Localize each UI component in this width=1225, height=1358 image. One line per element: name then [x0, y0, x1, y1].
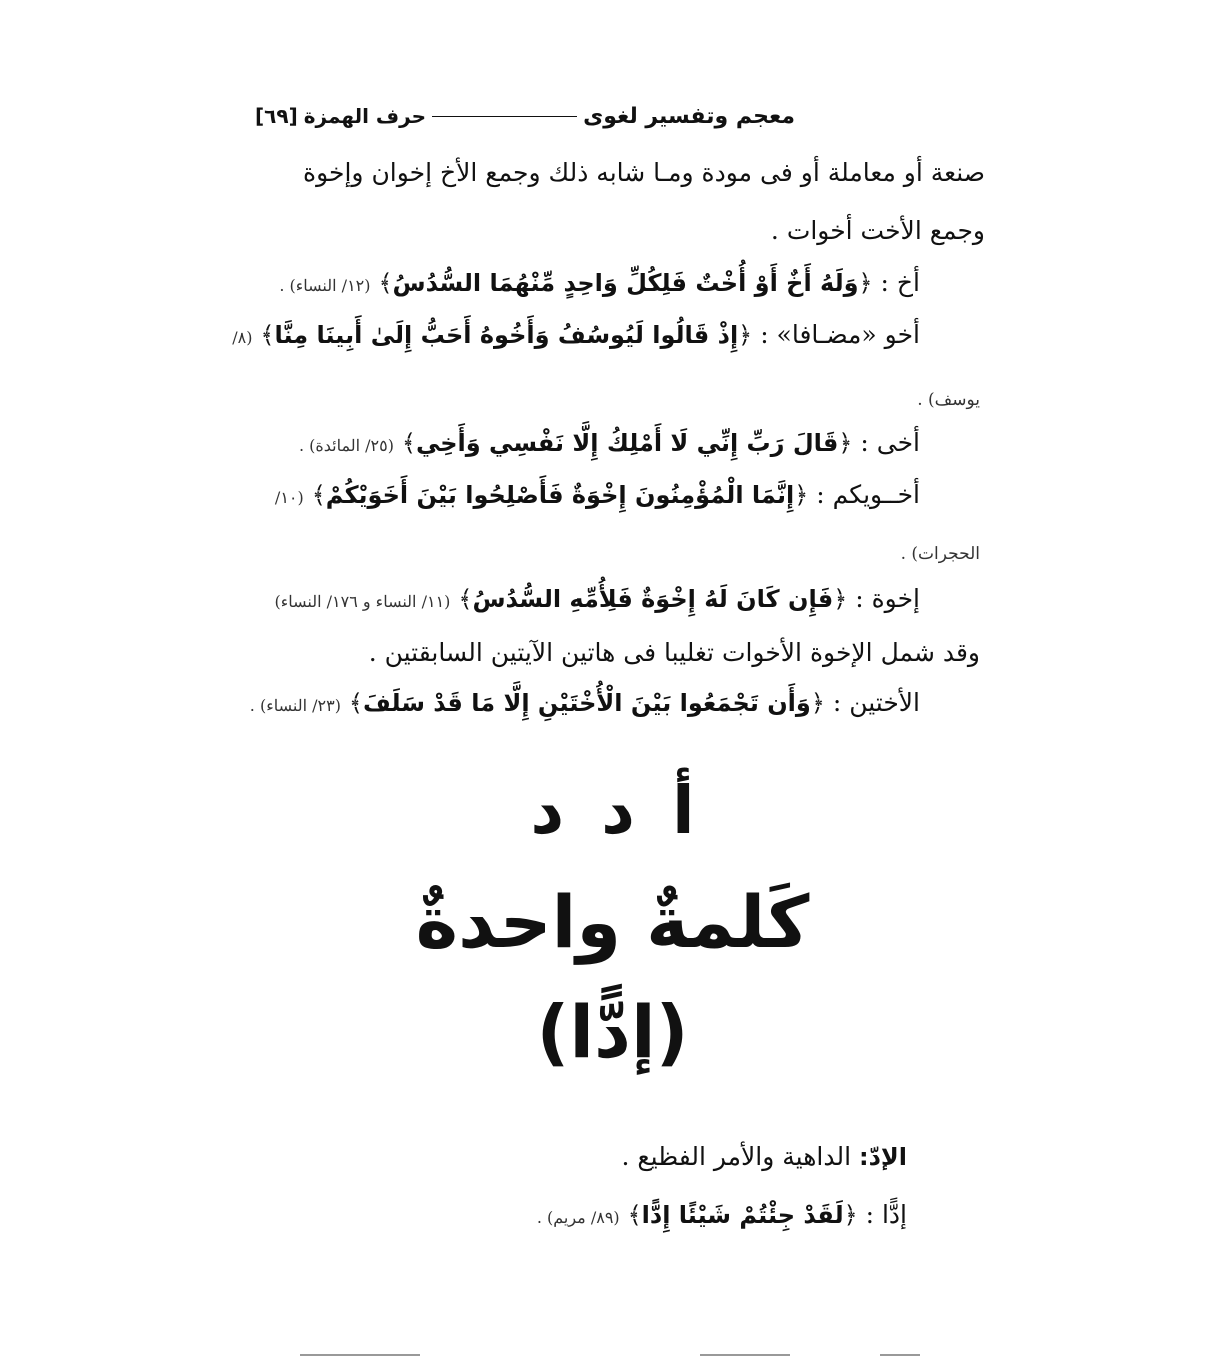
quran-verse: لَقَدْ جِئْتُمْ شَيْئًا إِدًّا	[641, 1201, 844, 1229]
definition-term: الإدّ:	[858, 1143, 907, 1171]
word-count-heading: كَلمةٌ واحدةٌ	[415, 880, 810, 964]
quran-verse: وَأَن تَجْمَعُوا بَيْنَ الْأُخْتَيْنِ إِلَّا مَا قَدْ سَلَفَ	[362, 689, 811, 717]
verse-open-bracket: ﴿	[810, 689, 825, 717]
verse-close-bracket: ﴾	[311, 481, 326, 509]
verse-open-bracket: ﴿	[843, 1201, 858, 1229]
definition-line	[621, 1142, 907, 1172]
entry-akhawaykum	[275, 480, 920, 510]
entry-ikhwa	[274, 584, 920, 614]
entry-label: أخ :	[880, 268, 920, 297]
entry-akhi	[299, 428, 920, 458]
header-rule	[432, 116, 577, 117]
verse-reference: (٨/	[232, 328, 253, 347]
verse-close-bracket: ﴾	[401, 429, 416, 457]
verse-reference: (٢٥/ المائدة) .	[298, 436, 394, 455]
book-title: معجم وتفسير لغوى	[583, 103, 795, 129]
verse-reference: (٢٣/ النساء) .	[249, 696, 341, 715]
quran-verse: إِنَّمَا الْمُؤْمِنُونَ إِخْوَةٌ فَأَصْلِحُوا بَيْنَ أَخَوَيْكُمْ	[325, 481, 795, 509]
quran-verse: فَإِن كَانَ لَهُ إِخْوَةٌ فَلِأُمِّهِ السُّدُسُ	[472, 585, 834, 613]
quran-verse: وَلَهُ أَخٌ أَوْ أُخْتٌ فَلِكُلِّ وَاحِدٍ مِّنْهُمَا السُّدُسُ	[392, 269, 859, 297]
verse-reference: (١٢/ النساء) .	[279, 276, 371, 295]
entry-akhu	[232, 320, 920, 350]
verse-close-bracket: ﴾	[627, 1201, 642, 1229]
root-heading: أ د د	[530, 772, 695, 849]
verse-reference: (٨٩/ مريم) .	[536, 1208, 620, 1227]
entry-iddan	[537, 1200, 907, 1230]
verse-open-bracket: ﴿	[738, 321, 753, 349]
scan-mark	[300, 1354, 420, 1356]
entry-ukhtayn	[250, 688, 920, 718]
verse-close-bracket: ﴾	[348, 689, 363, 717]
verse-close-bracket: ﴾	[378, 269, 393, 297]
entry-label: إدًّا :	[865, 1200, 907, 1229]
verse-open-bracket: ﴿	[858, 269, 873, 297]
verse-open-bracket: ﴿	[838, 429, 853, 457]
verse-close-bracket: ﴾	[260, 321, 275, 349]
scan-mark	[700, 1354, 790, 1356]
quran-verse: قَالَ رَبِّ إِنِّي لَا أَمْلِكُ إِلَّا نَفْسِي وَأَخِي	[415, 429, 839, 457]
quran-verse: إِذْ قَالُوا لَيُوسُفُ وَأَخُوهُ أَحَبُّ إِلَىٰ أَبِينَا مِنَّا	[274, 321, 739, 349]
word-heading: (إدًّا)	[536, 990, 689, 1074]
entry-label: أخــويكم :	[816, 480, 920, 509]
chapter-title: حرف الهمزة	[303, 104, 426, 128]
entry-label: إخوة :	[855, 584, 920, 613]
entry-label: أخو «مضـافا» :	[760, 320, 920, 349]
verse-open-bracket: ﴿	[833, 585, 848, 613]
verse-reference: (١١/ النساء و ١٧٦/ النساء)	[274, 592, 451, 611]
entry-akh	[279, 268, 920, 298]
text-line-2: وجمع الأخت أخوات .	[770, 216, 985, 245]
entry-label: الأختين :	[832, 688, 920, 717]
page-number: [٦٩]	[255, 104, 298, 128]
verse-reference: (١٠/	[274, 488, 304, 507]
verse-close-bracket: ﴾	[458, 585, 473, 613]
entry-label: أخى :	[860, 428, 920, 457]
running-header	[255, 98, 795, 134]
verse-open-bracket: ﴿	[794, 481, 809, 509]
text-line-yusuf: يوسف) .	[917, 390, 980, 410]
text-line-note: وقد شمل الإخوة الأخوات تغليبا فى هاتين الآيتين السابقتين .	[368, 638, 980, 667]
scan-mark	[880, 1354, 920, 1356]
definition-text: الداهية والأمر الفظيع .	[621, 1142, 852, 1171]
text-line-hujurat: الحجرات) .	[900, 544, 980, 564]
text-line-1: صنعة أو معاملة أو فى مودة ومـا شابه ذلك وجمع الأخ إخوان وإخوة	[303, 158, 985, 187]
